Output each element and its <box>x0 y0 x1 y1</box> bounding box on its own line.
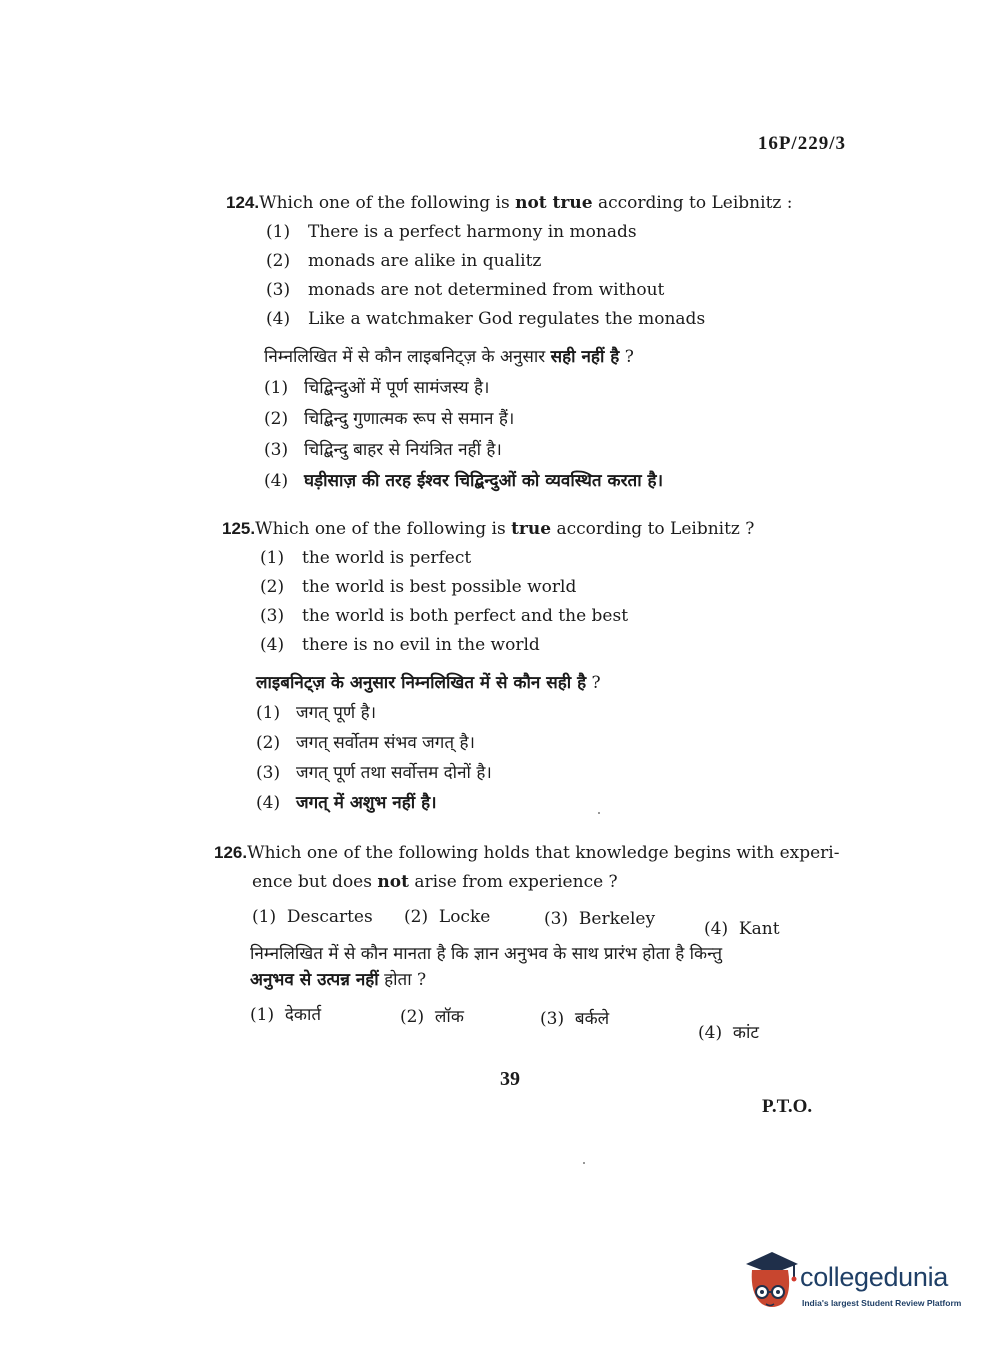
hi-option-2: (2) चिद्बिन्दु गुणात्मक रूप से समान हैं। <box>264 409 515 429</box>
student-mascot-icon <box>742 1248 800 1316</box>
question-126-en-line2: ence but does not arise from experience ? <box>252 872 618 892</box>
pto-label: P.T.O. <box>762 1096 813 1117</box>
question-124 <box>226 188 793 497</box>
question-125-en: 125.Which one of the following is true according to Leibnitz ? <box>222 519 755 539</box>
hi-option-1: (1) चिद्बिन्दुओं में पूर्ण सामंजस्य है। <box>264 378 490 398</box>
question-number: 124. <box>226 193 260 212</box>
question-124-en: 124.Which one of the following is not true according to Leibnitz : <box>226 193 793 213</box>
question-number: 125. <box>222 519 256 538</box>
paper-code: 16P/229/3 <box>757 133 846 154</box>
hi-option-3: (3) बर्कले <box>540 1009 610 1029</box>
hi-option-4: (4) घड़ीसाज़ की तरह ईश्वर चिद्बिन्दुओं को व्यवस्थित करता है। <box>264 471 664 491</box>
hi-option-4: (4) जगत् में अशुभ नहीं है। <box>256 793 437 813</box>
question-126 <box>214 838 840 1043</box>
option-1: (1) the world is perfect <box>260 548 472 568</box>
logo-wordmark: collegedunia <box>800 1262 949 1292</box>
question-126-en-line1: 126.Which one of the following holds that knowledge begins with experi- <box>214 843 840 863</box>
hi-option-1: (1) जगत् पूर्ण है। <box>256 703 377 723</box>
hi-options-row <box>250 1001 839 1043</box>
page-number: 39 <box>500 1068 520 1090</box>
hi-option-2: (2) जगत् सर्वोतम संभव जगत् है। <box>256 733 475 753</box>
option-2: (2) monads are alike in qualitz <box>266 251 542 271</box>
option-4: (4) there is no evil in the world <box>260 635 540 655</box>
logo-tagline: India's largest Student Review Platform <box>802 1298 962 1308</box>
question-124-hi: निम्नलिखित में से कौन लाइबनिट्ज़ के अनुसार सही नहीं है ? (1) चिद्बिन्दुओं में पूर्ण सामंजस्य है। (2) चिद्बिन्दु गुणात्मक रूप से समान हैं। (3) चिद्बिन्दु बाहर से नियंत्रित नहीं है। (4) घड़ीसाज़ की तरह ईश्वर चिद्बिन्दुओं को व्यवस्थित करता है। <box>264 342 793 497</box>
hi-option-3: (3) जगत् पूर्ण तथा सर्वोत्तम दोनों है। <box>256 763 492 783</box>
question-125 <box>222 514 754 818</box>
option-2: (2) Locke <box>404 907 491 927</box>
option-3: (3) monads are not determined from without <box>266 280 665 300</box>
option-1: (1) There is a perfect harmony in monads <box>266 222 637 242</box>
hi-option-4: (4) कांट <box>698 1023 759 1043</box>
options-row <box>252 903 839 939</box>
speck <box>598 812 600 814</box>
option-3: (3) Berkeley <box>544 909 656 929</box>
hi-option-1: (1) देकार्त <box>250 1005 322 1025</box>
speck <box>583 1162 585 1164</box>
collegedunia-logo <box>742 1248 972 1318</box>
hi-option-2: (2) लॉक <box>400 1007 464 1027</box>
option-4: (4) Kant <box>704 919 780 939</box>
option-4: (4) Like a watchmaker God regulates the monads <box>266 309 706 329</box>
option-2: (2) the world is best possible world <box>260 577 577 597</box>
hi-option-3: (3) चिद्बिन्दु बाहर से नियंत्रित नहीं है। <box>264 440 502 460</box>
option-3: (3) the world is both perfect and the best <box>260 606 629 626</box>
question-number: 126. <box>214 843 248 862</box>
question-126-hi: निम्नलिखित में से कौन मानता है कि ज्ञान अनुभव के साथ प्रारंभ होता है किन्तु अनुभव से उत्पन्न नहीं होता ? <box>250 944 723 990</box>
question-125-hi: लाइबनिट्ज़ के अनुसार निम्नलिखित में से कौन सही है ? (1) जगत् पूर्ण है। (2) जगत् सर्वोतम संभव जगत् है। (3) जगत् पूर्ण तथा सर्वोत्तम दोनों है। (4) जगत् में अशुभ नहीं है। <box>256 668 754 818</box>
option-1: (1) Descartes <box>252 907 373 927</box>
